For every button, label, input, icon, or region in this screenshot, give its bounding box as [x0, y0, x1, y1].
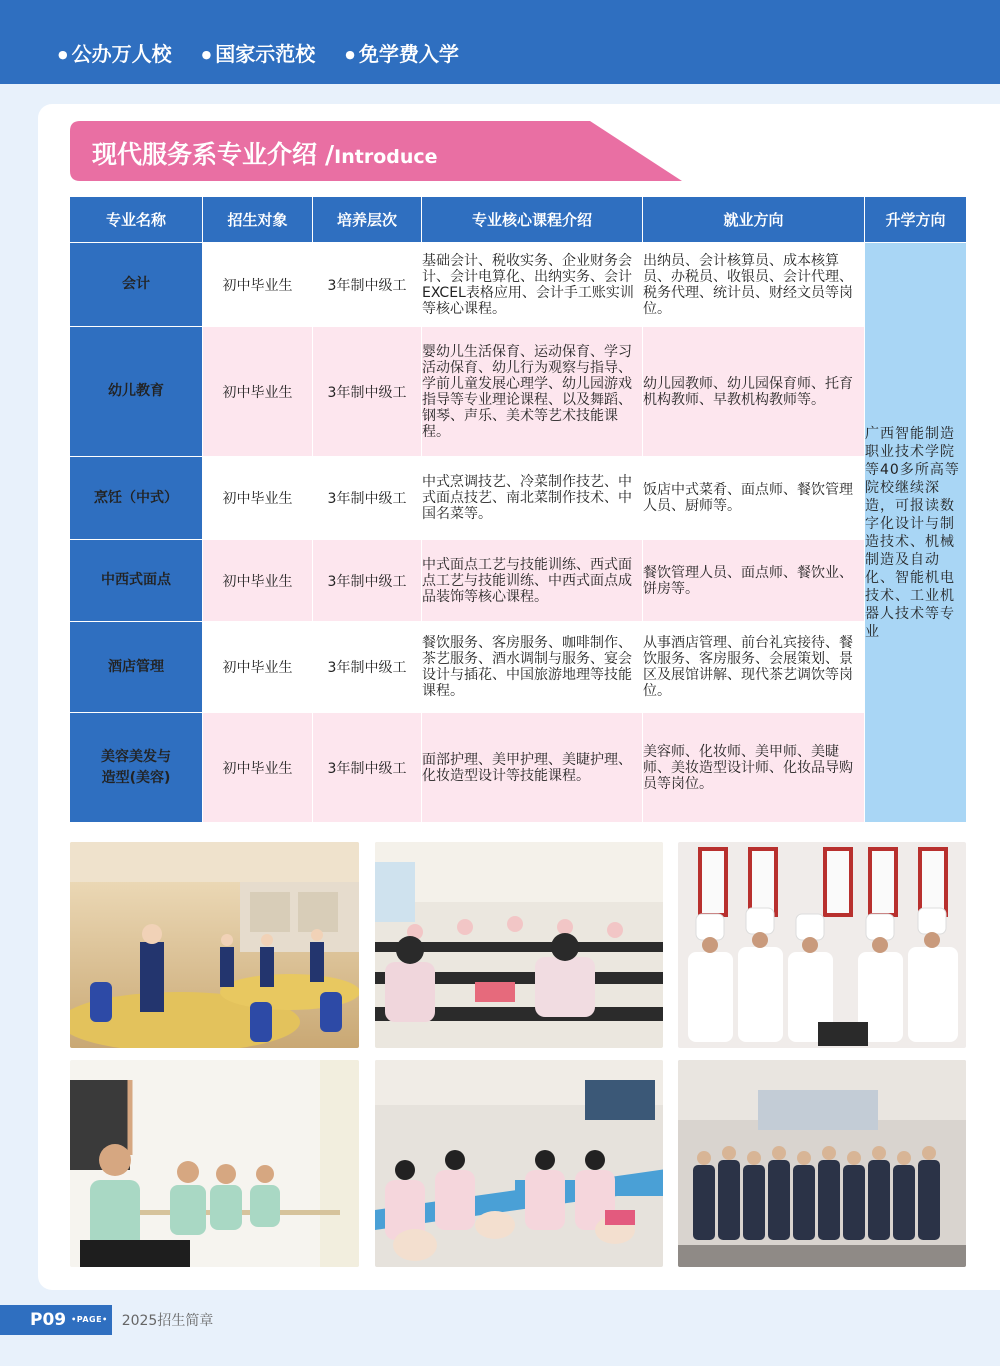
target-cell: 初中毕业生	[203, 457, 313, 540]
photo-classroom-study	[375, 842, 663, 1048]
target-cell: 初中毕业生	[203, 622, 313, 713]
target-cell: 初中毕业生	[203, 327, 313, 457]
target-cell: 初中毕业生	[203, 713, 313, 823]
section-title-slash: /	[325, 140, 335, 169]
level-cell: 3年制中级工	[313, 457, 422, 540]
page-number-badge	[0, 1305, 112, 1335]
major-name: 酒店管理	[70, 622, 203, 713]
slogan-item: ● 国家示范校	[202, 38, 316, 67]
page-footer	[0, 1305, 213, 1335]
table-row	[70, 327, 967, 457]
target-cell: 初中毕业生	[203, 540, 313, 622]
photo-group-photo	[678, 1060, 966, 1267]
further-study-cell: 广西智能制造职业技术学院等40多所高等院校继续深造，可报读数字化设计与制造技术、机械制造及自动化、智能机电技术、工业机器人技术等专业	[865, 243, 967, 823]
careers-cell: 出纳员、会计核算员、成本核算员、办税员、收银员、会计代理、税务代理、统计员、财经文员等岗位。	[643, 243, 865, 327]
level-cell: 3年制中级工	[313, 243, 422, 327]
table-row	[70, 622, 967, 713]
slogan-item: ● 公办万人校	[58, 38, 172, 67]
careers-cell: 餐饮管理人员、面点师、餐饮业、饼房等。	[643, 540, 865, 622]
slogan-list	[58, 38, 459, 67]
table-row	[70, 243, 967, 327]
photo-chef-training	[678, 842, 966, 1048]
page-number: P09	[30, 1310, 67, 1330]
level-cell: 3年制中级工	[313, 713, 422, 823]
major-name-line2: 造型(美容)	[101, 769, 171, 786]
major-name: 会计	[70, 243, 203, 327]
table-row	[70, 457, 967, 540]
major-name: 烹饪（中式）	[70, 457, 203, 540]
section-title-ribbon	[70, 121, 682, 181]
level-cell: 3年制中级工	[313, 622, 422, 713]
header-further-study: 升学方向	[865, 197, 967, 243]
slogan-item: ● 免学费入学	[345, 38, 459, 67]
careers-cell: 美容师、化妆师、美甲师、美睫师、美妆造型设计师、化妆品导购员等岗位。	[643, 713, 865, 823]
major-name: 中西式面点	[70, 540, 203, 622]
section-title-en: Introduce	[334, 146, 438, 168]
header-target: 招生对象	[203, 197, 313, 243]
courses-cell: 婴幼儿生活保育、运动保育、学习活动保育、幼儿行为观察与指导、学前儿童发展心理学、幼儿园游戏指导等专业理论课程、以及舞蹈、钢琴、声乐、美术等艺术技能课程。	[422, 327, 643, 457]
careers-cell: 从事酒店管理、前台礼宾接待、餐饮服务、客房服务、会展策划、景区及展馆讲解、现代茶艺调饮等岗位。	[643, 622, 865, 713]
photo-dance-practice	[70, 1060, 359, 1267]
footer-text: 2025招生简章	[121, 1313, 214, 1329]
major-name: 幼儿教育	[70, 327, 203, 457]
major-name	[70, 713, 203, 823]
section-title-cn: 现代服务系专业介绍	[92, 140, 318, 169]
majors-table	[69, 196, 967, 823]
photo-beauty-practice	[375, 1060, 663, 1267]
top-banner	[0, 0, 1000, 84]
careers-cell: 幼儿园教师、幼儿园保育师、托育机构教师、早教机构教师等。	[643, 327, 865, 457]
header-courses: 专业核心课程介绍	[422, 197, 643, 243]
level-cell: 3年制中级工	[313, 327, 422, 457]
table-row	[70, 540, 967, 622]
table-header-row	[70, 197, 967, 243]
careers-cell: 饭店中式菜肴、面点师、餐饮管理人员、厨师等。	[643, 457, 865, 540]
page-tag: •PAGE•	[71, 1315, 108, 1324]
major-name-line1: 美容美发与	[101, 748, 171, 765]
courses-cell: 中式面点工艺与技能训练、西式面点工艺与技能训练、中西式面点成品装饰等核心课程。	[422, 540, 643, 622]
header-careers: 就业方向	[643, 197, 865, 243]
courses-cell: 餐饮服务、客房服务、咖啡制作、茶艺服务、酒水调制与服务、宴会设计与插花、中国旅游地理等技能课程。	[422, 622, 643, 713]
courses-cell: 基础会计、税收实务、企业财务会计、会计电算化、出纳实务、会计EXCEL表格应用、会计手工账实训等核心课程。	[422, 243, 643, 327]
photo-hotel-dining-service	[70, 842, 359, 1048]
table-row	[70, 713, 967, 823]
header-major-name: 专业名称	[70, 197, 203, 243]
section-title	[92, 135, 438, 171]
courses-cell: 面部护理、美甲护理、美睫护理、化妆造型设计等技能课程。	[422, 713, 643, 823]
target-cell: 初中毕业生	[203, 243, 313, 327]
courses-cell: 中式烹调技艺、冷菜制作技艺、中式面点技艺、南北菜制作技术、中国名菜等。	[422, 457, 643, 540]
level-cell: 3年制中级工	[313, 540, 422, 622]
header-level: 培养层次	[313, 197, 422, 243]
